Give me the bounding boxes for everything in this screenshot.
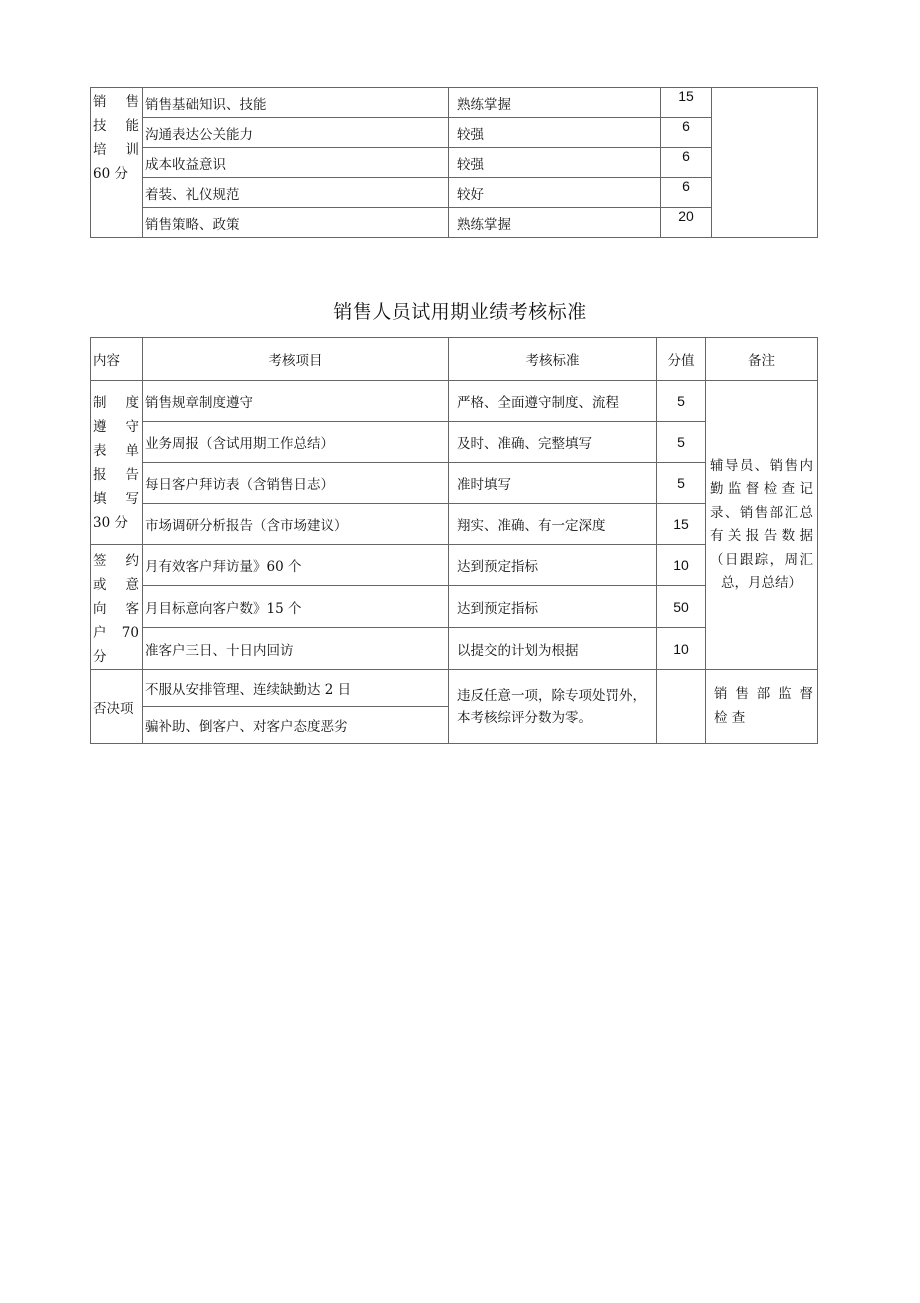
item-cell: 销售策略、政策 [143,208,449,238]
item-cell: 市场调研分析报告（含市场建议） [143,504,449,545]
remark-cell: 销 售 部 监 督 检 查 [706,670,818,744]
table-row [91,88,818,118]
header-item: 考核项目 [143,338,449,381]
table-row [91,381,818,422]
header-standard: 考核标准 [449,338,657,381]
score-cell: 5 [657,381,706,422]
standard-cell: 准时填写 [449,463,657,504]
category-cell: 签 约 或 意 向 客 户 70 分 [91,545,143,670]
header-content: 内容 [91,338,143,381]
score-cell: 10 [657,545,706,586]
item-cell: 月有效客户拜访量》60 个 [143,545,449,586]
score-cell [657,670,706,744]
item-cell: 成本收益意识 [143,148,449,178]
remark-cell [712,88,818,238]
standard-cell: 较好 [449,178,661,208]
header-row [91,338,818,381]
score-cell: 6 [661,148,712,178]
standard-cell: 以提交的计划为根据 [449,628,657,670]
standard-cell: 严格、全面遵守制度、流程 [449,381,657,422]
score-cell: 5 [657,463,706,504]
category-cell: 否决项 [91,670,143,744]
item-cell: 销售规章制度遵守 [143,381,449,422]
score-cell: 6 [661,118,712,148]
page-title: 销售人员试用期业绩考核标准 [333,301,587,323]
score-cell: 5 [657,422,706,463]
score-cell: 50 [657,586,706,628]
table-row [91,208,818,238]
standard-cell: 及时、准确、完整填写 [449,422,657,463]
category-cell: 销 售 技 能 培 训 60 分 [91,88,143,238]
standard-cell: 达到预定指标 [449,545,657,586]
standard-cell: 达到预定指标 [449,586,657,628]
standard-cell: 翔实、准确、有一定深度 [449,504,657,545]
remark-cell: 辅导员、销售内勤监督检查记录、销售部汇总有关报告数据（日跟踪，周汇总，月总结） [706,381,818,670]
table-row [91,670,818,707]
item-cell: 不服从安排管理、连续缺勤达 2 日 [143,670,449,707]
item-cell: 着装、礼仪规范 [143,178,449,208]
score-cell: 20 [661,208,712,238]
item-cell: 准客户三日、十日内回访 [143,628,449,670]
standard-cell: 违反任意一项，除专项处罚外，本考核综评分数为零。 [449,670,657,744]
item-cell: 骗补助、倒客户、对客户态度恶劣 [143,707,449,744]
score-cell: 6 [661,178,712,208]
item-cell: 业务周报（含试用期工作总结） [143,422,449,463]
header-score: 分值 [657,338,706,381]
score-cell: 10 [657,628,706,670]
table-row [91,148,818,178]
score-cell: 15 [661,88,712,118]
standard-cell: 较强 [449,118,661,148]
item-cell: 销售基础知识、技能 [143,88,449,118]
standard-cell: 较强 [449,148,661,178]
assessment-table [90,337,818,744]
standard-cell: 熟练掌握 [449,88,661,118]
category-cell: 制 度 遵 守 表 单 报 告 填 写 30 分 [91,381,143,545]
score-cell: 15 [657,504,706,545]
item-cell: 每日客户拜访表（含销售日志） [143,463,449,504]
item-cell: 沟通表达公关能力 [143,118,449,148]
header-remark: 备注 [706,338,818,381]
table-row [91,178,818,208]
table-row [91,118,818,148]
standard-cell: 熟练掌握 [449,208,661,238]
item-cell: 月目标意向客户数》15 个 [143,586,449,628]
training-table [90,87,818,238]
